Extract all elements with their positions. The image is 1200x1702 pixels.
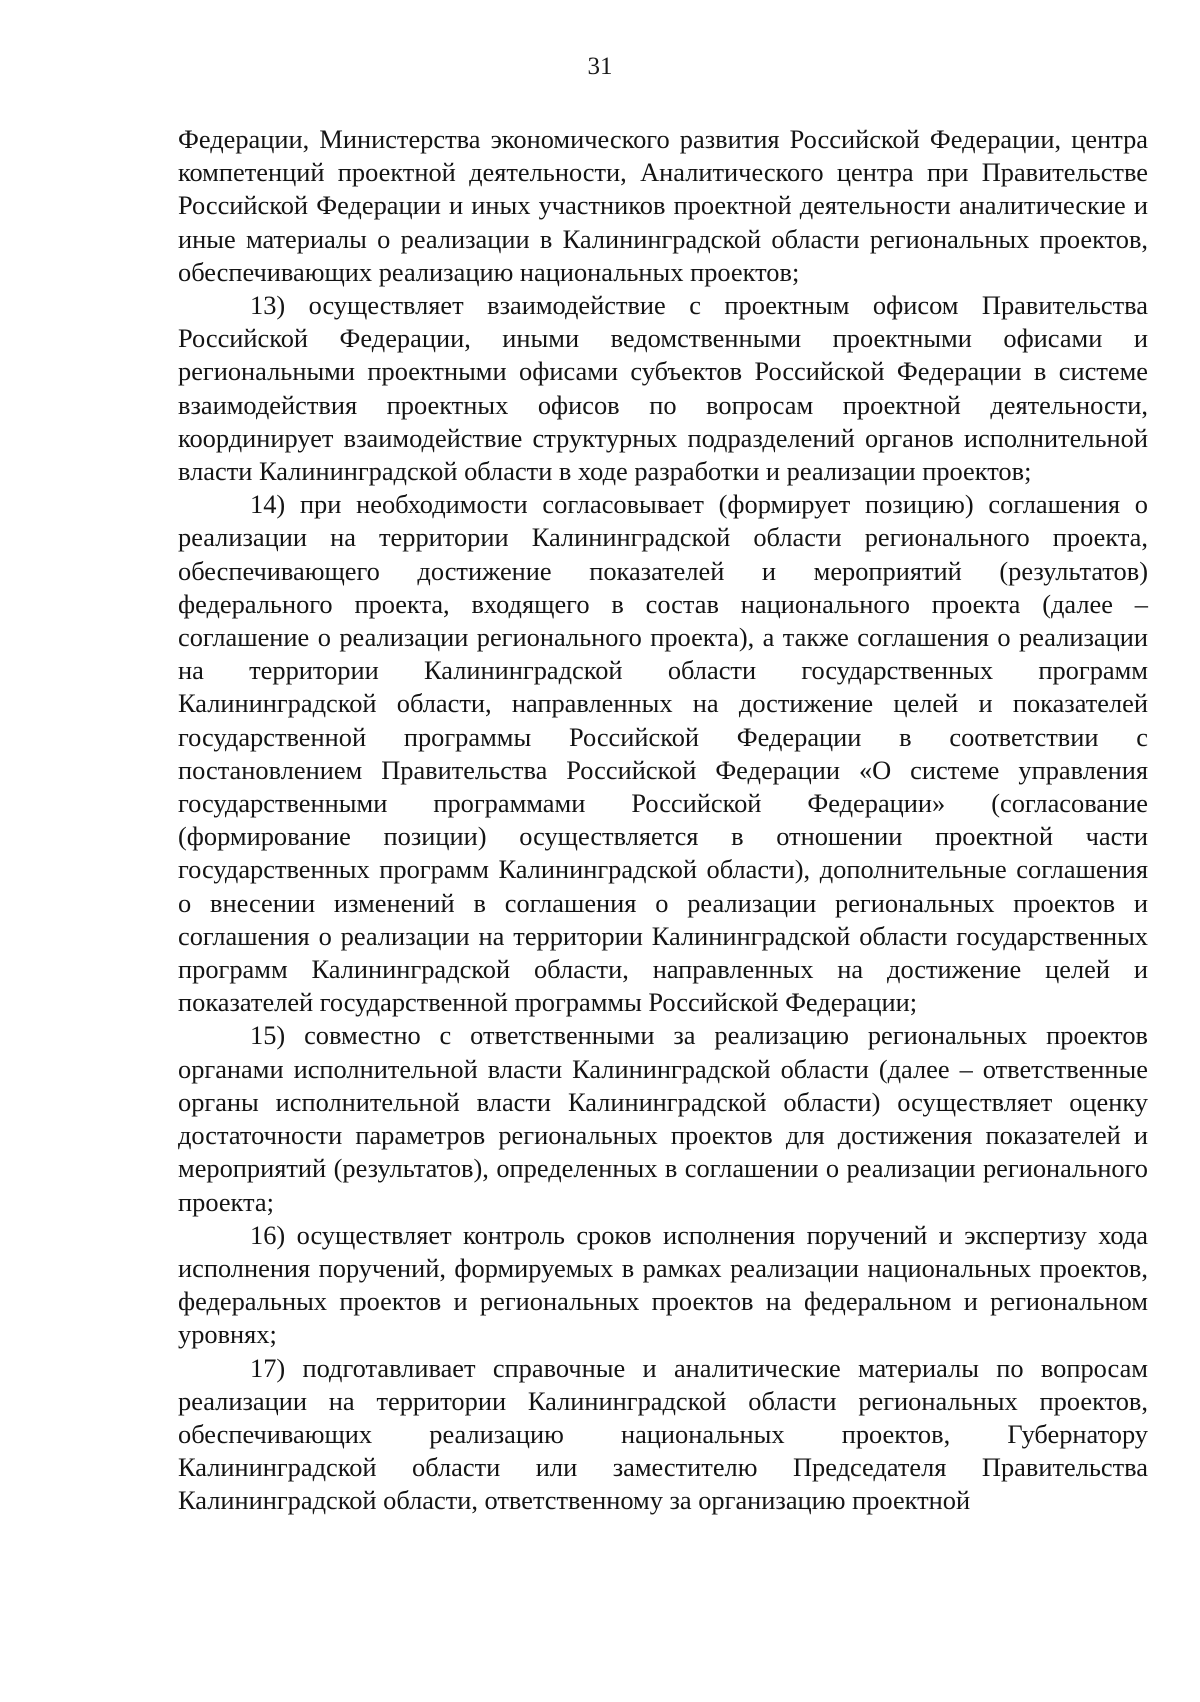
paragraph-text: осуществляет взаимодействие с проектным офисом Правительства Российской Федерации, иными ведомственными проектными офисами и региональными проектными офисами субъектов Российской Федерации в системе взаимодействия проектных офисов по вопросам проектной деятельности, координирует взаимодействие структурных подразделений органов исполнительной власти Калининградской области в ходе разработки и реализации проектов; — [178, 290, 1148, 487]
paragraph-text: подготавливает справочные и аналитические материалы по вопросам реализации на территории Калининградской области региональных проектов, обеспечивающих реализацию национальных проектов, Губернатору Калининградской области или заместителю Председателя Правительства Калининградской области, ответственному за организацию проектной — [178, 1352, 1148, 1516]
item-number: 15) — [250, 1020, 286, 1051]
item-number: 17) — [250, 1352, 286, 1383]
paragraph-text: при необходимости согласовывает (формирует позицию) соглашения о реализации на территории Калининградской области регионального проекта, обеспечивающего достижение показателей и мероприятий (результатов) федерального проекта, входящего в состав национального проекта (далее – соглашение о реализации регионального проекта), а также соглашения о реализации на территории Калининградской области государственных программ Калининградской области, направленных на достижение целей и показателей государственной программы Российской Федерации в соответствии с постановлением Правительства Российской Федерации «О системе управления государственными программами Российской Федерации» (согласование (формирование позиции) осуществляется в отношении проектной части государственных программ Калининградской области), дополнительные соглашения о внесении изменений в соглашения о реализации региональных проектов и соглашения о реализации на территории Калининградской области государственных программ Калининградской области, направленных на достижение целей и показателей государственной программы Российской Федерации; — [178, 489, 1148, 1018]
page-number: 31 — [587, 53, 613, 80]
paragraph-item-14 — [178, 488, 1148, 1019]
paragraph-item-13 — [178, 289, 1148, 488]
paragraph-continuation — [178, 123, 1148, 289]
item-number: 14) — [250, 489, 286, 520]
paragraph-item-17 — [178, 1352, 1148, 1518]
paragraph-text: совместно с ответственными за реализацию региональных проектов органами исполнительной власти Калининградской области (далее – ответственные органы исполнительной власти Калининградской области) осуществляет оценку достаточности параметров региональных проектов для достижения показателей и мероприятий (результатов), определенных в соглашении о реализации регионального проекта; — [178, 1020, 1148, 1217]
paragraph-text: осуществляет контроль сроков исполнения поручений и экспертизу хода исполнения поручений, формируемых в рамках реализации национальных проектов, федеральных проектов и региональных проектов на федеральном и региональном уровнях; — [178, 1219, 1148, 1350]
item-number: 13) — [250, 290, 286, 321]
paragraph-text: Федерации, Министерства экономического развития Российской Федерации, центра компетенций проектной деятельности, Аналитического центра при Правительстве Российской Федерации и иных участников проектной деятельности аналитические и иные материалы о реализации в Калининградской области региональных проектов, обеспечивающих реализацию национальных проектов; — [178, 124, 1148, 287]
paragraph-item-16 — [178, 1219, 1148, 1352]
item-number: 16) — [250, 1219, 286, 1250]
paragraph-item-15 — [178, 1019, 1148, 1218]
document-body — [178, 123, 1148, 1518]
